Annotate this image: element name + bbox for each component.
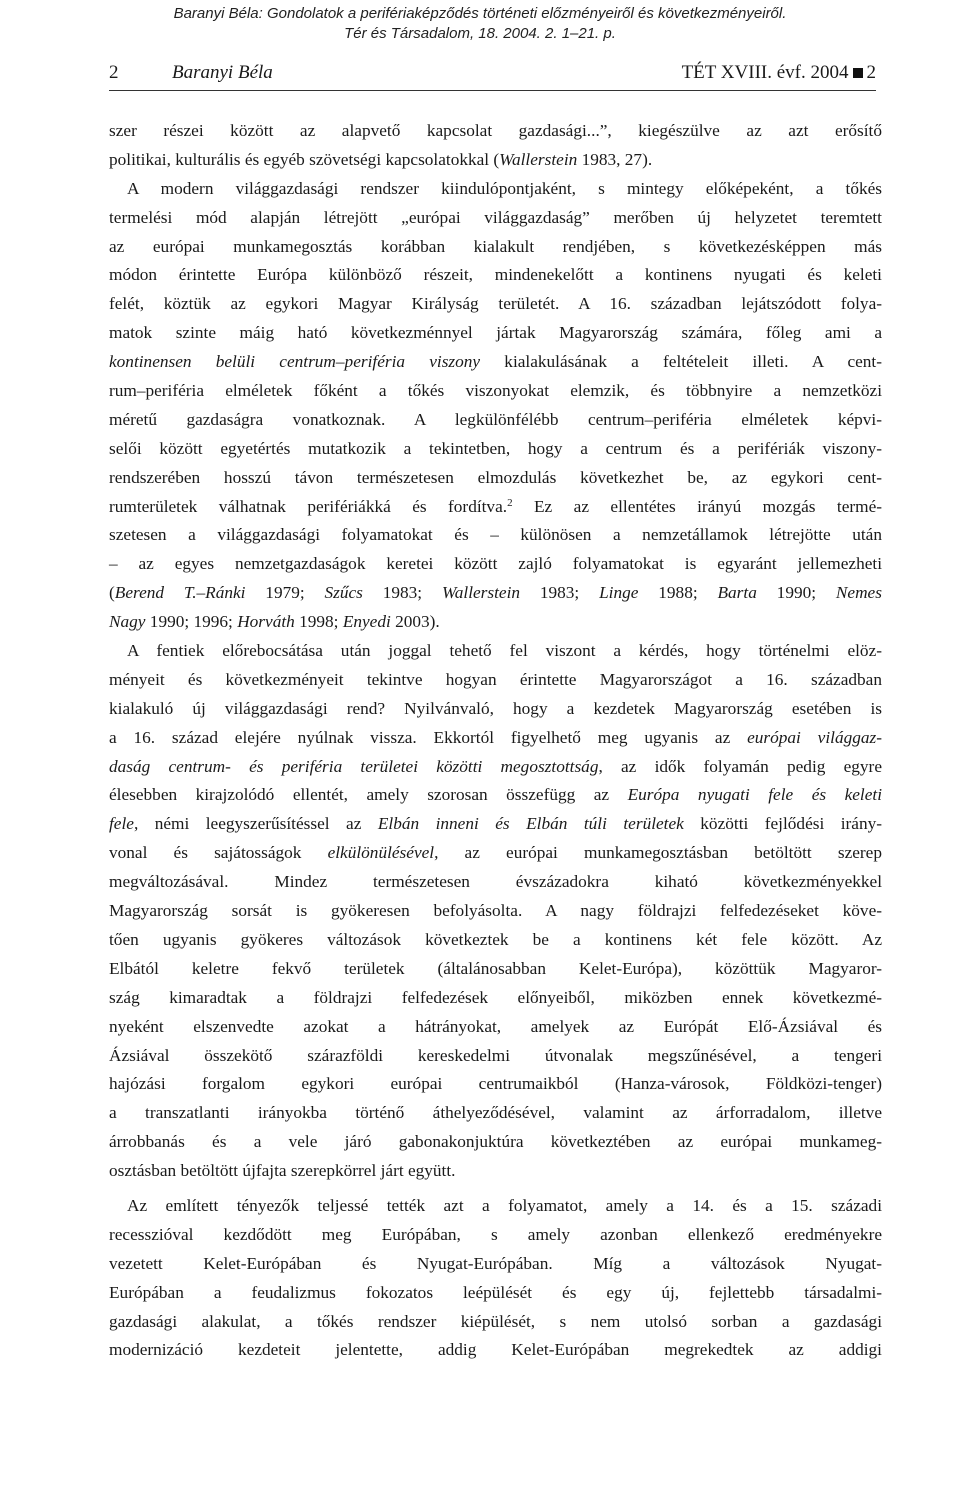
text-line: rum–periféria elméletek főként a tőkés viszonyokat elemzik, és többnyire a nemzetközi bbox=[109, 381, 882, 401]
text-line: rumterületek válhatnak perifériákká és fordítva.$^2$ Ez az ellentétes irányú mozgás termé- bbox=[109, 496, 882, 516]
text-line: megváltozásával. Mindez természetesen évszázadokra kiható következményekkel bbox=[109, 872, 882, 892]
text-line: Az említett tényezők teljessé tették azt a folyamatot, amely a 14. és a 15. századi bbox=[127, 1195, 882, 1215]
text-line: vonal és sajátosságok elkülönülésével, az európai munkamegosztásban betöltött szerep bbox=[109, 843, 882, 863]
text-line: élesebben kirajzolódó ellentét, amely szorosan összefügg az Európa nyugati fele és keleti bbox=[109, 785, 882, 805]
text-line: hajózási forgalom egykori európai centrumaikból (Hanza-városok, Földközi-tenger) bbox=[109, 1074, 882, 1094]
text-line: daság centrum- és periféria területei közötti megosztottság, az idők folyamán pedig egyre bbox=[109, 756, 882, 776]
text-line: szetesen a világgazdasági folyamatokat és – különösen a nemzetállamok létrejötte után bbox=[109, 525, 882, 545]
text-line: Magyarország sorsát is gyökeresen befolyásolta. A nagy földrajzi felfedezéseket köve- bbox=[109, 901, 882, 921]
journal-page-number: 2 bbox=[866, 62, 876, 83]
text-line: nyeként elszenvedte azokat a hátrányokat, amelyek az Európát Elő-Ázsiával és bbox=[109, 1016, 882, 1036]
text-line: árrobbanás és a vele járó gabonakonjuktúra következtében az európai munkameg- bbox=[109, 1132, 882, 1152]
text-line: politikai, kulturális és egyéb szövetségi kapcsolatokkal (Wallerstein 1983, 27). bbox=[109, 149, 653, 169]
text-line: osztásban betöltött újfajta szerepkörrel járt együtt. bbox=[109, 1161, 456, 1181]
text-line: az európai munkamegosztás korábban kialakult rendjében, s következésképpen más bbox=[109, 236, 882, 256]
text-line: tően ugyanis gyökeres változások következtek be a kontinens két fele között. Az bbox=[109, 929, 882, 949]
text-line: ményeit és következményeit tekintve hogyan érintette Magyarországot a 16. században bbox=[109, 669, 882, 689]
text-line: Nagy 1990; 1996; Horváth 1998; Enyedi 2003). bbox=[109, 612, 440, 632]
running-head bbox=[109, 60, 876, 91]
text-line: szág kimaradtak a földrajzi felfedezések előnyeiből, miközben ennek következmé- bbox=[109, 987, 882, 1007]
text-line: termelési mód alapján létrejött „európai világgazdaság” merőben új helyzetet teremtett bbox=[109, 207, 882, 227]
text-line: Európában a feudalizmus fokozatos leépülését és egy új, fejlettebb társadalmi- bbox=[109, 1282, 882, 1302]
running-head-author: Baranyi Béla bbox=[172, 62, 273, 83]
text-line: selői között egyetértés mutatkozik a tekintetben, hogy a centrum és a perifériák viszony- bbox=[109, 438, 882, 458]
citation bbox=[0, 4, 960, 44]
text-line: a 16. század elejére nyúlnak vissza. Ekkortól figyelhető meg ugyanis az európai világgaz- bbox=[109, 727, 882, 747]
text-line: kontinensen belüli centrum–periféria viszony kialakulásának a feltételeit illeti. A cent- bbox=[109, 352, 882, 372]
text-line: matok szinte máig ható következménnyel jártak Magyarország számára, főleg ami a bbox=[109, 323, 882, 343]
text-line: gazdasági alakulat, a tőkés rendszer kiépülését, s nem utolsó sorban a gazdasági bbox=[109, 1311, 882, 1331]
square-bullet-icon bbox=[853, 68, 863, 78]
text-line: – az egyes nemzetgazdaságok keretei között zajló folyamatokat is egyaránt jellemezheti bbox=[109, 554, 882, 574]
text-line: modernizáció kezdeteit jelentette, addig Kelet-Európában megrekedtek az addigi bbox=[109, 1340, 882, 1360]
text-line: vezetett Kelet-Európában és Nyugat-Európában. Míg a változások Nyugat- bbox=[109, 1253, 882, 1273]
text-line: A modern világgazdasági rendszer kiindulópontjaként, s mintegy előképeként, a tőkés bbox=[127, 178, 882, 198]
citation-line-1: Baranyi Béla: Gondolatok a perifériaképződés történeti előzményeiről és következményeiről. bbox=[173, 5, 787, 22]
text-line: rendszerében hosszú távon természetesen elmozdulás következhet be, az egykori cent- bbox=[109, 467, 882, 487]
text-line: a transzatlanti irányokba történő áthelyeződésével, valamint az árforradalom, illetve bbox=[109, 1103, 882, 1123]
text-line: recesszióval kezdődött meg Európában, s amely azonban ellenkező eredményekre bbox=[109, 1224, 882, 1244]
text-line: szer részei között az alapvető kapcsolat gazdasági...”, kiegészülve az azt erősítő bbox=[109, 121, 882, 140]
journal-label: TÉT XVIII. évf. 2004 bbox=[681, 62, 849, 83]
page-number: 2 bbox=[109, 62, 119, 83]
text-line: A fentiek előrebocsátása után joggal tehető fel viszont a kérdés, hogy történelmi elöz- bbox=[127, 641, 882, 661]
text-line: Ázsiával összekötő szárazföldi kereskedelmi útvonalak megszűnésével, a tengeri bbox=[109, 1045, 882, 1065]
text-line: kialakuló új világgazdasági rend? Nyilvánvaló, hogy a kezdetek Magyarország esetében is bbox=[109, 698, 882, 718]
text-line: méretű gazdaságra vonatkoznak. A legkülönfélébb centrum–periféria elméletek képvi- bbox=[109, 409, 882, 429]
text-line: felét, köztük az egykori Magyar Királyság területét. A 16. században lejátszódott folya- bbox=[109, 294, 882, 314]
text-line: Elbától keletre fekvő területek (általánosabban Kelet-Európa), közöttük Magyaror- bbox=[109, 958, 882, 978]
text-line: módon érintette Európa különböző részeit, mindenekelőtt a kontinens nyugati és keleti bbox=[109, 265, 882, 285]
text-line: (Berend T.–Ránki 1979; Szűcs 1983; Wallerstein 1983; Linge 1988; Barta 1990; Nemes bbox=[109, 583, 882, 603]
running-head-journal bbox=[682, 62, 876, 84]
text-line: fele, némi leegyszerűsítéssel az Elbán inneni és Elbán túli területek közötti fejlődési irány- bbox=[109, 814, 882, 834]
body-text bbox=[109, 117, 882, 1365]
citation-line-2: Tér és Társadalom, 18. 2004. 2. 1–21. p. bbox=[344, 25, 616, 42]
